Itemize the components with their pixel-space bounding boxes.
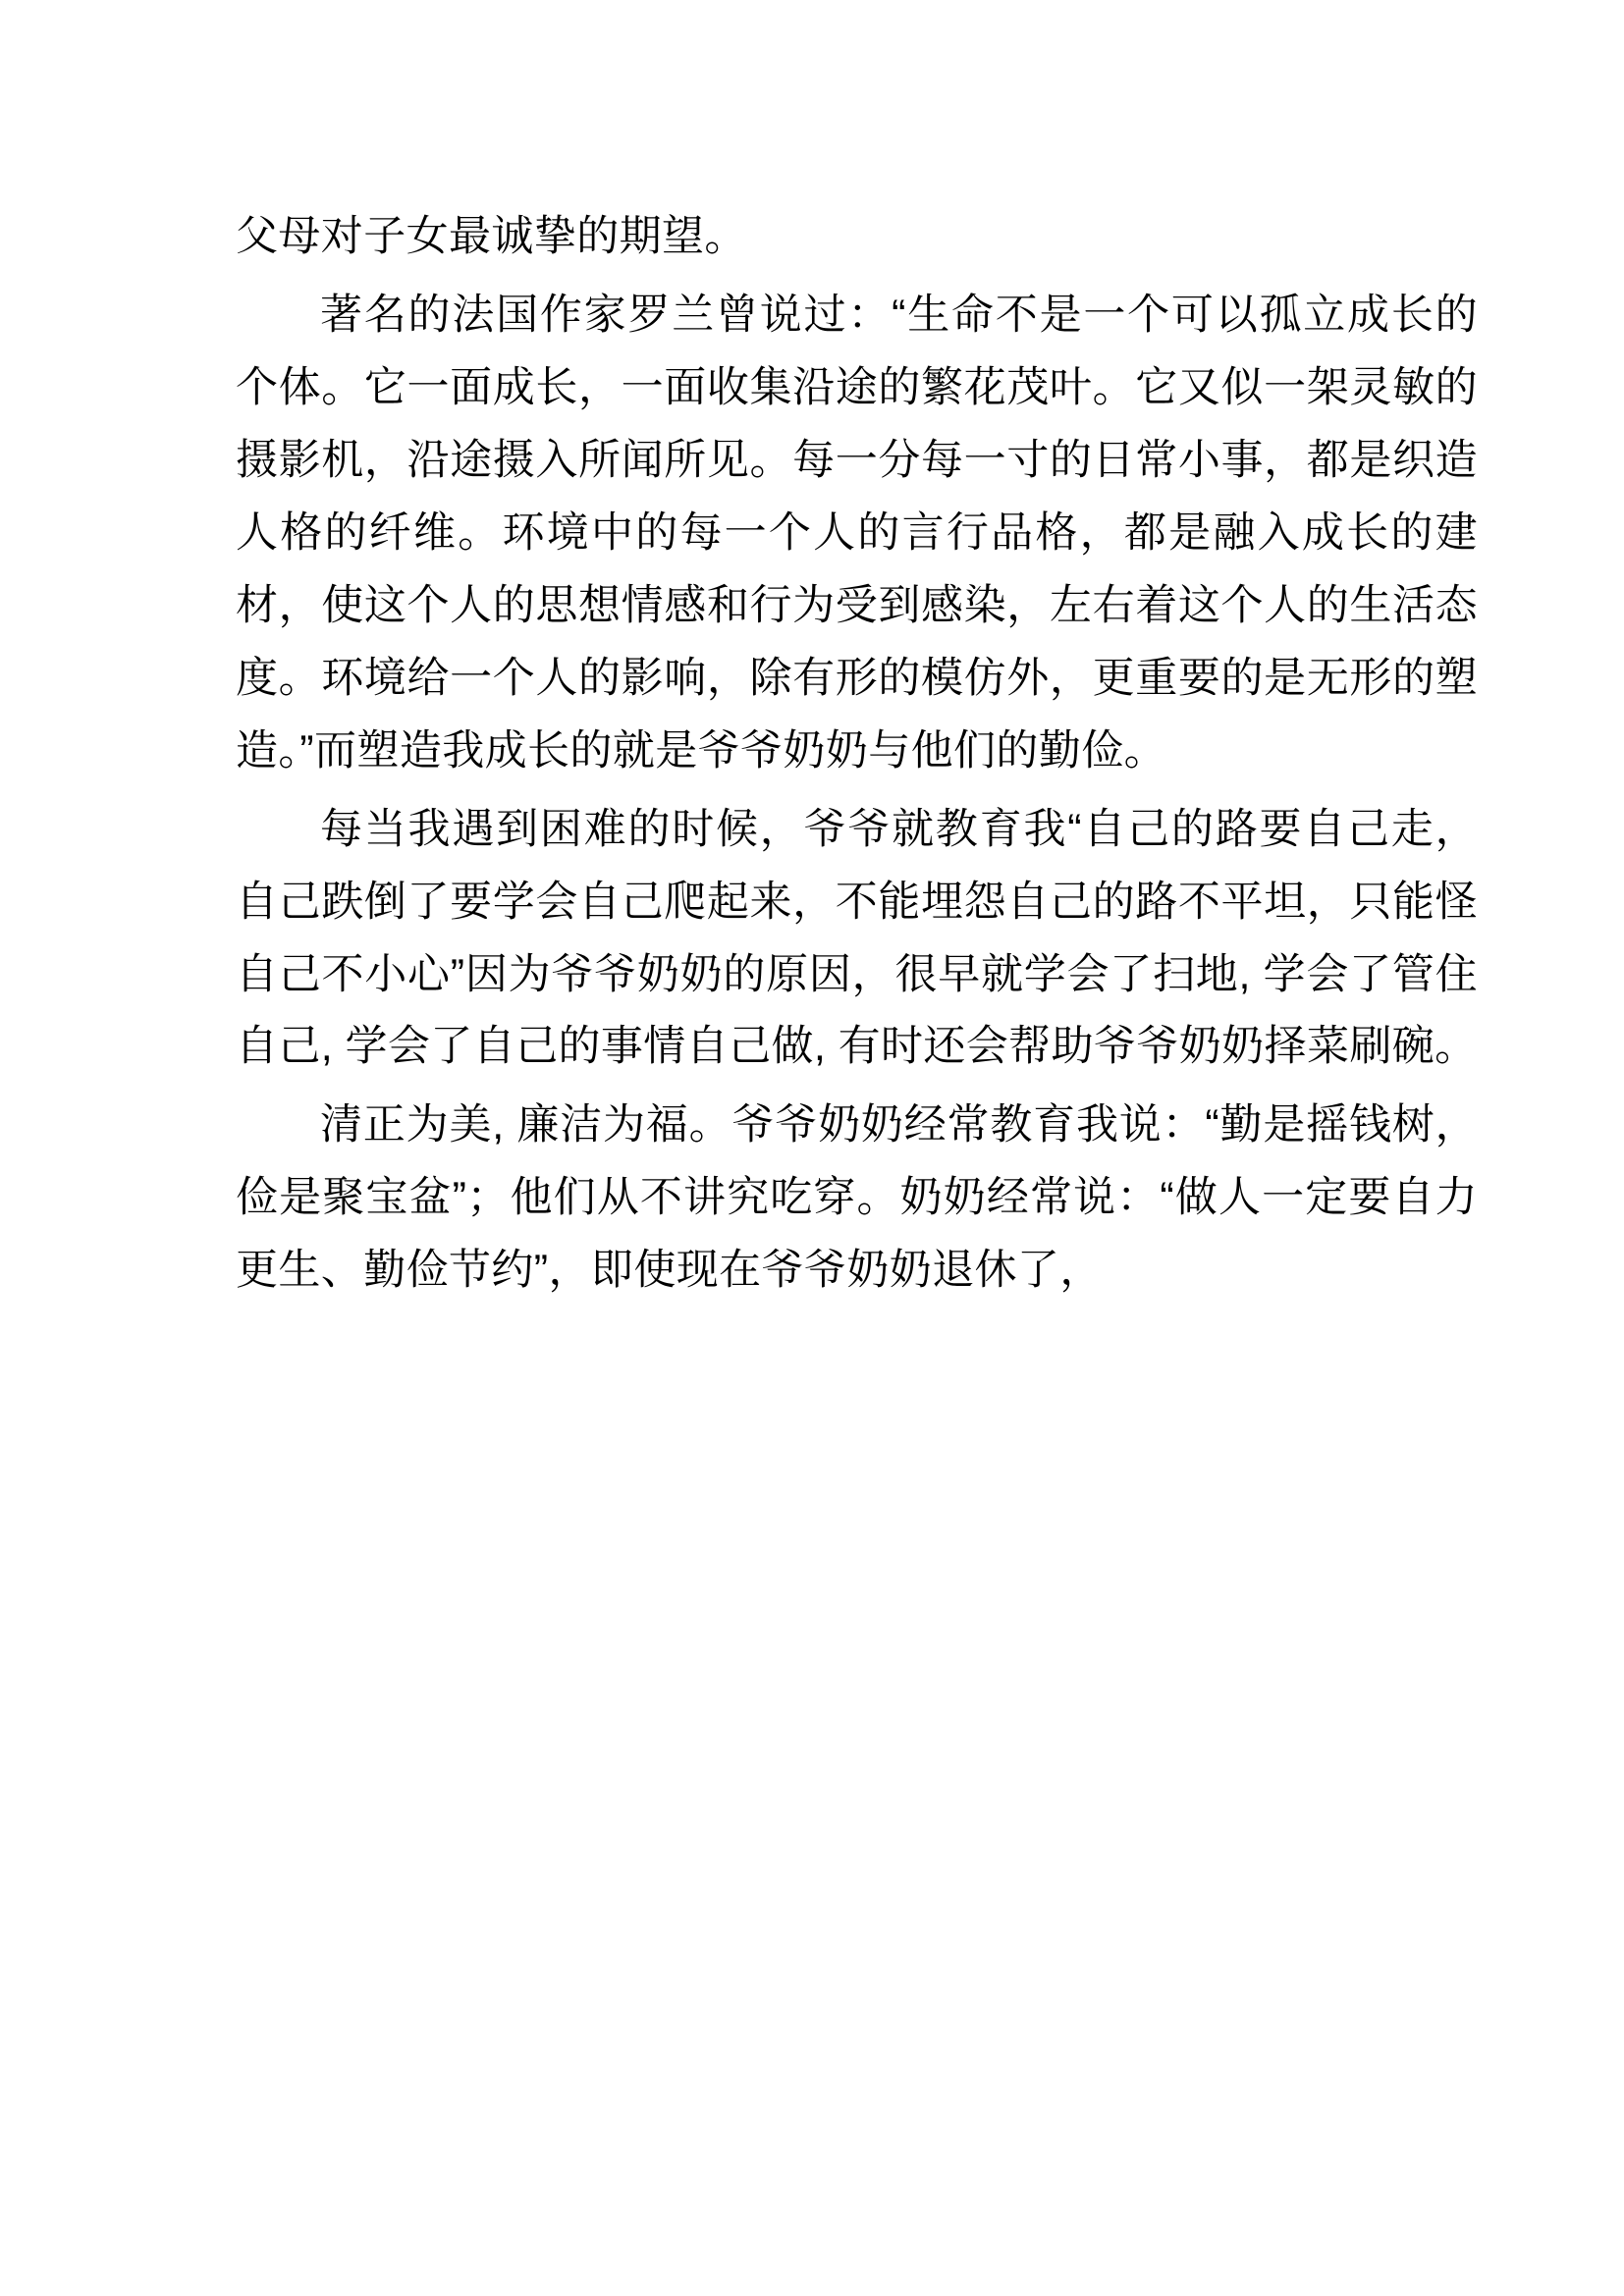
paragraph-luolan-quote: 著名的法国作家罗兰曾说过：“生命不是一个可以孤立成长的个体。它一面成长，一面收集沿途的繁花茂叶。它又似一架灵敏的摄影机，沿途摄入所闻所见。每一分每一寸的日常小事，都是织造人格的纤维。环境中的每一个人的言行品格，都是融入成长的建材，使这个人的思想情感和行为受到感染，左右着这个人的生活态度。环境给一个人的影响，除有形的模仿外，更重要的是无形的塑造。”而塑造我成长的就是爷爷奶奶与他们的勤俭。 xyxy=(236,291,1478,774)
paragraph-continued-line: 父母对子女最诚挚的期望。 xyxy=(236,213,747,260)
paragraph-grandfather-teaching: 每当我遇到困难的时候，爷爷就教育我“自己的路要自己走，自己跌倒了要学会自己爬起来，不能埋怨自己的路不平坦，只能怪自己不小心”因为爷爷奶奶的原因，很早就学会了扫地, 学会了管住自己, 学会了自己的事情自己做, 有时还会帮助爷爷奶奶择菜刷碗。 xyxy=(236,805,1478,1071)
paragraph-honesty-virtue: 清正为美, 廉洁为福。爷爷奶奶经常教育我说：“勤是摇钱树，俭是聚宝盆”；他们从不讲究吃穿。奶奶经常说：“做人一定要自力更生、勤俭节约”，即使现在爷爷奶奶退休了， xyxy=(236,1101,1478,1295)
document-body xyxy=(236,201,1478,1308)
